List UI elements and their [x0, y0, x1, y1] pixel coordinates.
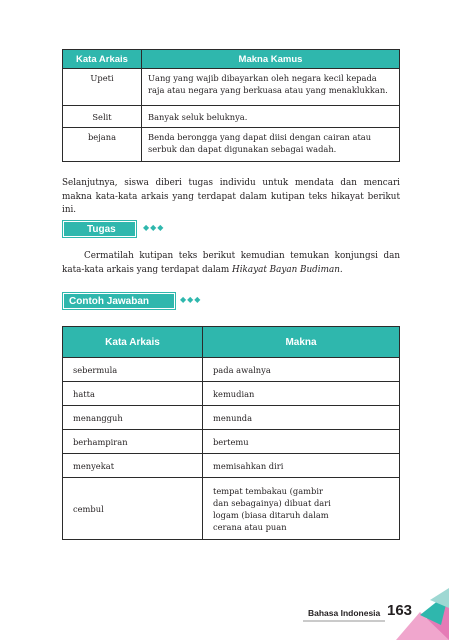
word-cell: Upeti [63, 69, 142, 106]
word-cell: sebermula [63, 358, 203, 382]
word-cell: menyekat [63, 454, 203, 478]
word-cell: bejana [63, 128, 142, 162]
meaning-cell: Banyak seluk beluknya. [142, 106, 400, 128]
task-text: Cermatilah kutipan teks berikut kemudian temukan konjungsi dan kata-kata arkais yang terdapat dalam [62, 251, 400, 275]
tugas-label: Tugas [62, 220, 137, 238]
intro-paragraph: Selanjutnya, siswa diberi tugas individu untuk mendata dan mencari makna kata-kata arkais yang terdapat dalam kutipan teks hikayat berikut ini. [62, 178, 400, 215]
word-cell: cembul [63, 478, 203, 540]
word-cell: hatta [63, 382, 203, 406]
meaning-cell: kemudian [203, 382, 400, 406]
header-kata-arkais: Kata Arkais [63, 50, 142, 69]
word-cell: berhampiran [63, 430, 203, 454]
word-cell: menangguh [63, 406, 203, 430]
page-number: 163 [387, 602, 413, 619]
meaning-cell: Benda berongga yang dapat diisi dengan cairan atau serbuk dan dapat digunakan sebagai wadah. [142, 128, 400, 162]
meaning-cell: menunda [203, 406, 400, 430]
diamond-ornament-icon: ◆◆◆ [143, 223, 165, 232]
header-makna: Makna [203, 327, 400, 358]
meaning-cell: tempat tembakau (gambir dan sebagainya) dibuat dari logam (biasa ditaruh dalam cerana atau puan [203, 478, 400, 540]
header-kata-arkais: Kata Arkais [63, 327, 203, 358]
footer-book-title: Bahasa Indonesia [308, 608, 381, 618]
meaning-cell: bertemu [203, 430, 400, 454]
diamond-ornament-icon: ◆◆◆ [180, 295, 202, 304]
contoh-jawaban-label: Contoh Jawaban [62, 292, 176, 310]
word-cell: Selit [63, 106, 142, 128]
meaning-cell: memisahkan diri [203, 454, 400, 478]
meaning-cell: pada awalnya [203, 358, 400, 382]
hikayat-title: Hikayat Bayan Budiman [232, 264, 340, 275]
meaning-cell: Uang yang wajib dibayarkan oleh negara kecil kepada raja atau negara yang berkuasa atau yang menaklukkan. [142, 69, 400, 106]
header-makna-kamus: Makna Kamus [142, 50, 400, 69]
task-text-end: . [339, 264, 343, 275]
